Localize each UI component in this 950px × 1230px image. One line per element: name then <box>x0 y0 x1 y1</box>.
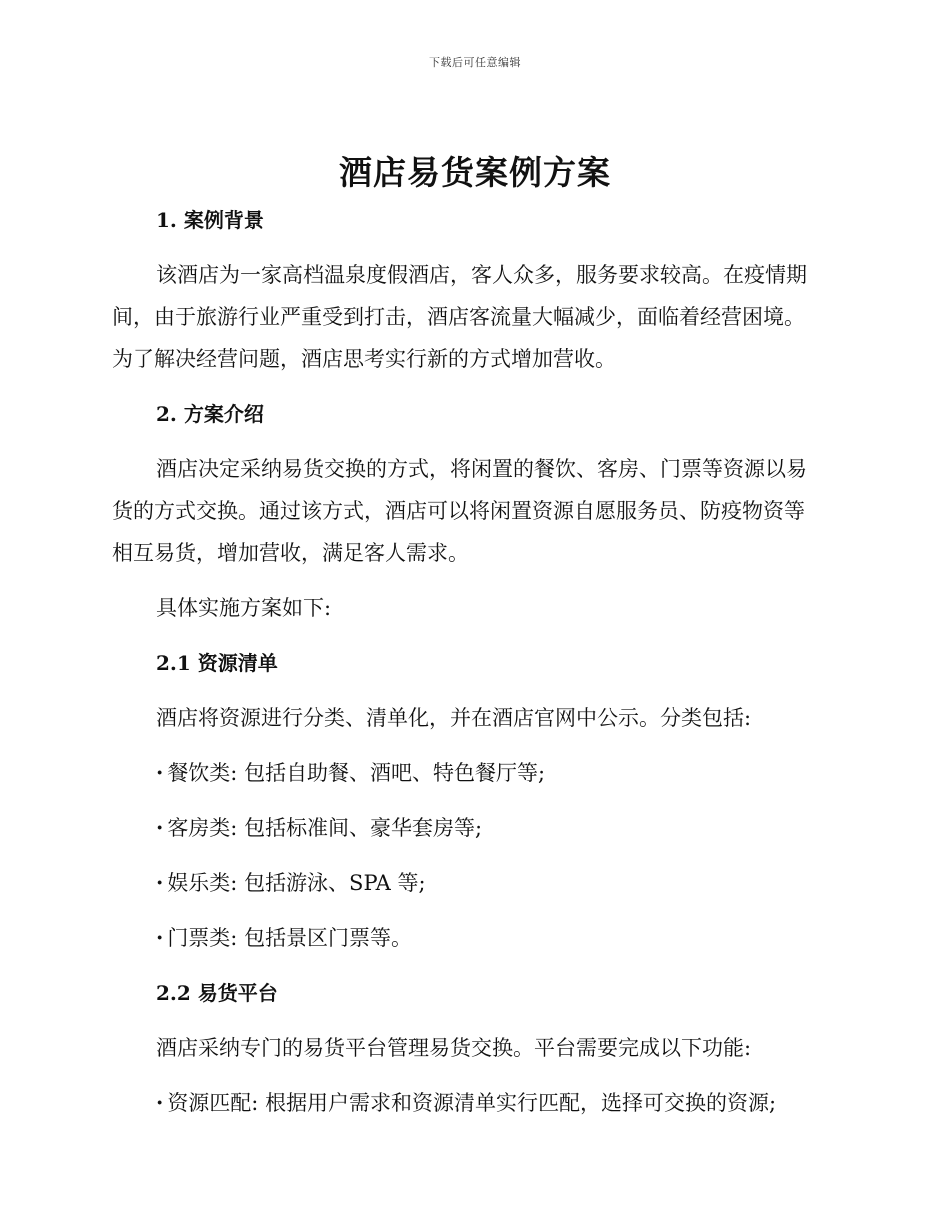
document-title: 酒店易货案例方案 <box>339 153 611 192</box>
section-1-paragraph-line-1: 该酒店为一家高档温泉度假酒店，客人众多，服务要求较高。在疫情期 <box>156 263 807 287</box>
section-1-paragraph-line-3: 为了解决经营问题，酒店思考实行新的方式增加营收。 <box>112 347 616 371</box>
list-item-entertainment: · 娱乐类: 包括游泳、SPA 等; <box>156 868 876 898</box>
section-2-paragraph-line-1: 酒店决定采纳易货交换的方式，将闲置的餐饮、客房、门票等资源以易 <box>156 457 807 481</box>
section-1-heading: 1. 案例背景 <box>156 208 264 232</box>
section-2-1-paragraph: 酒店将资源进行分类、清单化，并在酒店官网中公示。分类包括: <box>156 706 752 730</box>
header-note: 下载后可任意编辑 <box>429 56 521 69</box>
section-2-heading: 2. 方案介绍 <box>156 402 264 426</box>
list-item-resource-matching: · 资源匹配: 根据用户需求和资源清单实行匹配，选择可交换的资源; <box>156 1088 876 1118</box>
section-2-2-paragraph: 酒店采纳专门的易货平台管理易货交换。平台需要完成以下功能: <box>156 1036 752 1060</box>
section-2-intro-line: 具体实施方案如下: <box>156 596 332 620</box>
list-item-catering: · 餐饮类: 包括自助餐、酒吧、特色餐厅等; <box>156 758 876 788</box>
list-item-tickets: · 门票类: 包括景区门票等。 <box>156 923 876 953</box>
section-2-1-heading: 2.1 资源清单 <box>156 651 278 675</box>
section-2-paragraph-line-3: 相互易货，增加营收，满足客人需求。 <box>112 541 469 565</box>
section-2-paragraph-line-2: 货的方式交换。通过该方式，酒店可以将闲置资源自愿服务员、防疫物资等 <box>112 499 805 523</box>
section-2-2-heading: 2.2 易货平台 <box>156 981 278 1005</box>
section-1-paragraph-line-2: 间，由于旅游行业严重受到打击，酒店客流量大幅减少，面临着经营困境。 <box>112 305 805 329</box>
list-item-rooms: · 客房类: 包括标准间、豪华套房等; <box>156 813 876 843</box>
